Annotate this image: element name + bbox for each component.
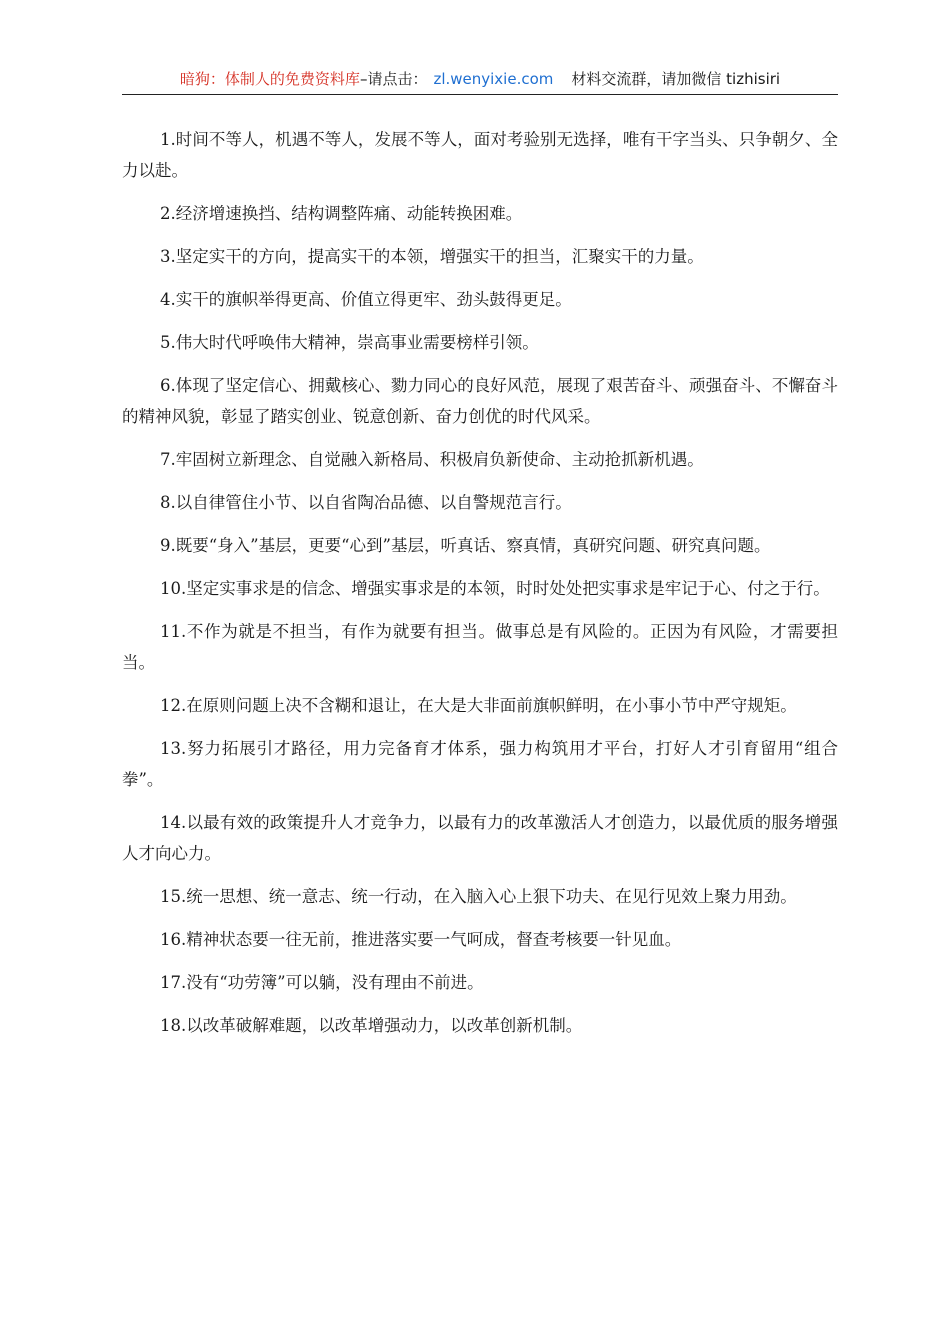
list-item: 9.既要“身入”基层，更要“心到”基层，听真话、察真情，真研究问题、研究真问题。 (160, 536, 771, 555)
list-item: 6.体现了坚定信心、拥戴核心、勠力同心的良好风范，展现了艰苦奋斗、顽强奋斗、不懈奋斗的精神风貌，彰显了踏实创业、锐意创新、奋力创优的时代风采。 (122, 376, 838, 426)
list-item: 8.以自律管住小节、以自省陶冶品德、以自警规范言行。 (160, 493, 572, 512)
document-body (122, 124, 838, 1053)
list-item: 5.伟大时代呼唤伟大精神，崇高事业需要榜样引领。 (160, 333, 539, 352)
header-brand: 暗狗：体制人的免费资料库 (179, 70, 360, 88)
list-item: 1.时间不等人，机遇不等人，发展不等人，面对考验别无选择，唯有干字当头、只争朝夕、全力以赴。 (122, 130, 838, 180)
list-item: 18.以改革破解难题，以改革增强动力，以改革创新机制。 (160, 1016, 583, 1035)
list-item: 16.精神状态要一往无前，推进落实要一气呵成，督查考核要一针见血。 (160, 930, 682, 949)
list-item: 15.统一思想、统一意志、统一行动，在入脑入心上狠下功夫、在见行见效上聚力用劲。 (160, 887, 797, 906)
list-item: 7.牢固树立新理念、自觉融入新格局、积极肩负新使命、主动抢抓新机遇。 (160, 450, 704, 469)
header-link[interactable]: zl.wenyixie.com (433, 70, 554, 88)
list-item: 10.坚定实事求是的信念、增强实事求是的本领，时时处处把实事求是牢记于心、付之于行。 (160, 579, 830, 598)
list-item: 3.坚定实干的方向，提高实干的本领，增强实干的担当，汇聚实干的力量。 (160, 247, 704, 266)
list-item: 4.实干的旗帜举得更高、价值立得更牢、劲头鼓得更足。 (160, 290, 572, 309)
header-prompt: –请点击： (359, 70, 428, 88)
list-item: 13.努力拓展引才路径，用力完备育才体系，强力构筑用才平台，打好人才引育留用“组合拳”。 (122, 739, 838, 789)
list-item: 11.不作为就是不担当，有作为就要有担当。做事总是有风险的。正因为有风险，才需要担当。 (122, 622, 838, 672)
list-item: 12.在原则问题上决不含糊和退让，在大是大非面前旗帜鲜明，在小事小节中严守规矩。 (160, 696, 797, 715)
header-group-note: 材料交流群，请加微信 tizhisiri (571, 70, 781, 88)
list-item: 14.以最有效的政策提升人才竞争力，以最有力的改革激活人才创造力，以最优质的服务增强人才向心力。 (122, 813, 838, 863)
list-item: 2.经济增速换挡、结构调整阵痛、动能转换困难。 (160, 204, 523, 223)
page-header (122, 68, 838, 95)
list-item: 17.没有“功劳簿”可以躺，没有理由不前进。 (160, 973, 484, 992)
